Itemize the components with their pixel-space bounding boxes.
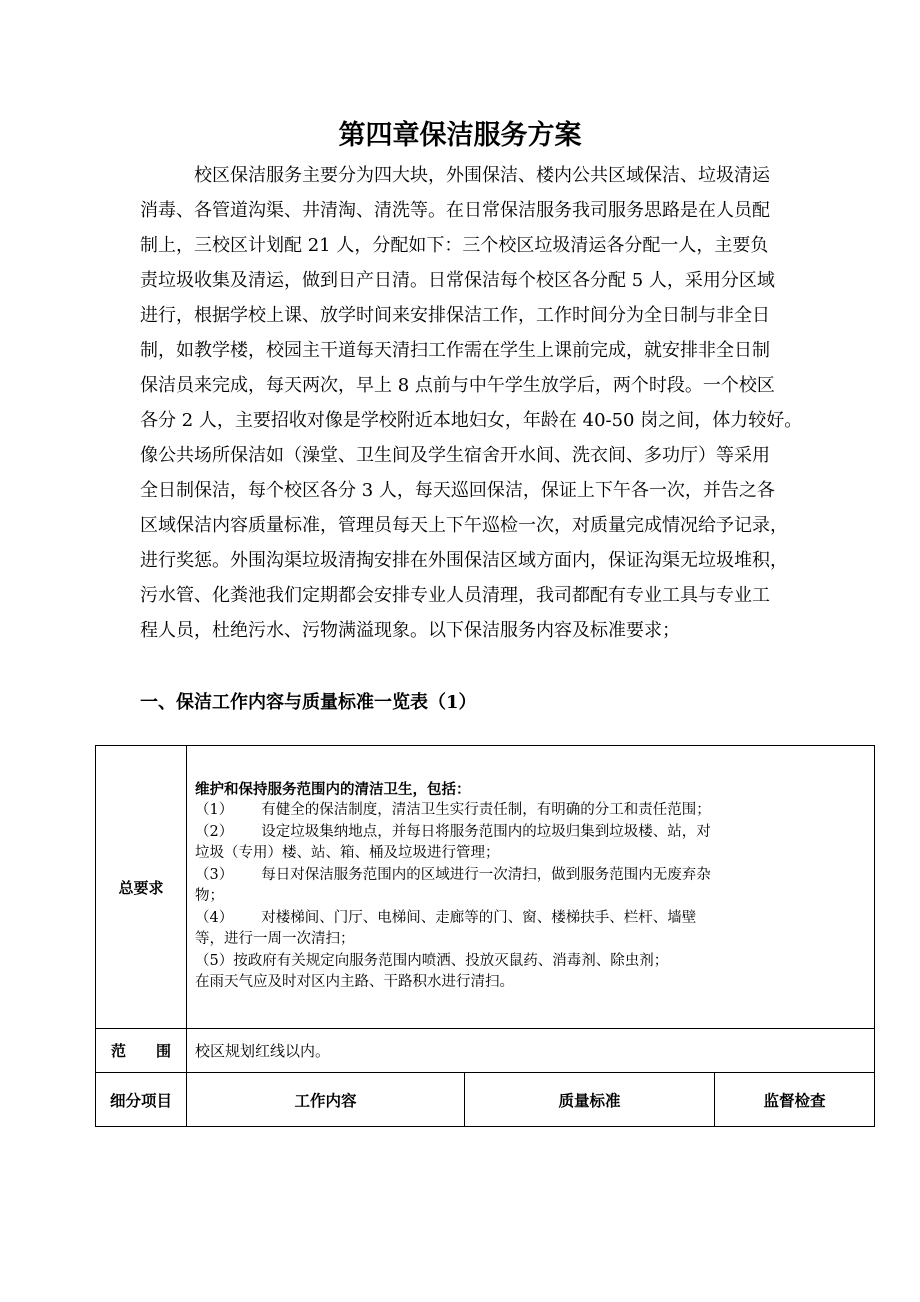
requirement-item [195, 800, 866, 822]
header-quality-standard: 质量标准 [465, 1073, 715, 1127]
standards-table [95, 745, 875, 1127]
requirement-number: （4） [195, 909, 234, 926]
requirement-item [195, 865, 866, 887]
general-requirements-row [96, 746, 875, 1029]
paragraph-line: 污水管、化粪池我们定期都会安排专业人员清理，我司都配有专业工具与专业工 [140, 585, 770, 606]
paragraph-line: 制，如教学楼，校园主干道每天清扫工作需在学生上课前完成，就安排非全日制 [140, 340, 770, 361]
paragraph-line: 保洁员来完成，每天两次，早上 8 点前与中午学生放学后，两个时段。一个校区 [140, 375, 775, 396]
paragraph-line: 消毒、各管道沟渠、井清淘、清洗等。在日常保洁服务我司服务思路是在人员配 [140, 200, 770, 221]
requirement-text: 设定垃圾集纳地点，并每日将服务范围内的垃圾归集到垃圾楼、站，对 [261, 823, 711, 840]
paragraph-line: 进行奖惩。外围沟渠垃圾清掏安排在外围保洁区域方面内，保证沟渠无垃圾堆积， [140, 550, 788, 571]
requirement-text: 有健全的保洁制度，清洁卫生实行责任制，有明确的分工和责任范围； [261, 802, 711, 818]
requirement-item [195, 929, 866, 951]
requirement-number: （1） [195, 802, 234, 818]
scope-row [96, 1029, 875, 1073]
requirement-number: （2） [195, 823, 234, 840]
paragraph-line: 全日制保洁，每个校区各分 3 人，每天巡回保洁，保证上下午各一次，并告之各 [140, 480, 775, 501]
requirement-item [195, 843, 866, 865]
general-requirements-content [187, 746, 875, 1029]
requirement-text: 每日对保洁服务范围内的区域进行一次清扫，做到服务范围内无废弃杂 [261, 866, 711, 883]
paragraph-line: 各分 2 人，主要招收对像是学校附近本地妇女，年龄在 40-50 岗之间，体力较好。 [140, 410, 803, 431]
header-supervision: 监督检查 [715, 1073, 875, 1127]
requirement-text: 等，进行一周一次清扫； [195, 931, 355, 947]
header-work-content: 工作内容 [187, 1073, 465, 1127]
requirement-item [195, 908, 866, 930]
requirement-text: 对楼梯间、门厅、电梯间、走廊等的门、窗、楼梯扶手、栏杆、墙壁 [261, 909, 697, 926]
header-row [96, 1073, 875, 1127]
requirement-item [195, 951, 866, 973]
scope-value: 校区规划红线以内。 [187, 1029, 875, 1073]
requirement-item [195, 886, 866, 908]
requirement-item [195, 972, 866, 994]
paragraph-line: 程人员，杜绝污水、污物满溢现象。以下保洁服务内容及标准要求； [140, 620, 680, 641]
requirement-number: （3） [195, 866, 234, 883]
document-title: 第四章保洁服务方案 [338, 120, 582, 151]
paragraph-line: 制上，三校区计划配 21 人，分配如下：三个校区垃圾清运各分配一人，主要负 [140, 235, 769, 256]
requirement-text: 垃圾（专用）楼、站、箱、桶及垃圾进行管理； [195, 845, 500, 861]
requirements-intro: 维护和保持服务范围内的清洁卫生，包括： [195, 780, 471, 798]
section-heading: 一、保洁工作内容与质量标准一览表（1） [140, 692, 477, 713]
paragraph-line: 像公共场所保洁如（澡堂、卫生间及学生宿舍开水间、洗衣间、多功厅）等采用 [140, 445, 770, 466]
paragraph-line: 区域保洁内容质量标准，管理员每天上下午巡检一次，对质量完成情况给予记录， [140, 515, 788, 536]
paragraph-line: 校区保洁服务主要分为四大块，外围保洁、楼内公共区域保洁、垃圾清运 [140, 165, 770, 186]
requirement-text: 物； [195, 888, 224, 904]
paragraph-line: 进行，根据学校上课、放学时间来安排保洁工作，工作时间分为全日制与非全日 [140, 305, 770, 326]
general-requirements-label: 总要求 [96, 746, 187, 1029]
requirement-text: 在雨天气应及时对区内主路、干路积水进行清扫。 [195, 974, 514, 990]
header-subitem: 细分项目 [96, 1073, 187, 1127]
requirement-text: （5）按政府有关规定向服务范围内喷洒、投放灭鼠药、消毒剂、除虫剂； [195, 952, 669, 969]
scope-label: 范 围 [96, 1029, 187, 1073]
paragraph-line: 责垃圾收集及清运，做到日产日清。日常保洁每个校区各分配 5 人，采用分区域 [140, 270, 775, 291]
requirement-item [195, 822, 866, 844]
intro-paragraph [140, 158, 803, 648]
